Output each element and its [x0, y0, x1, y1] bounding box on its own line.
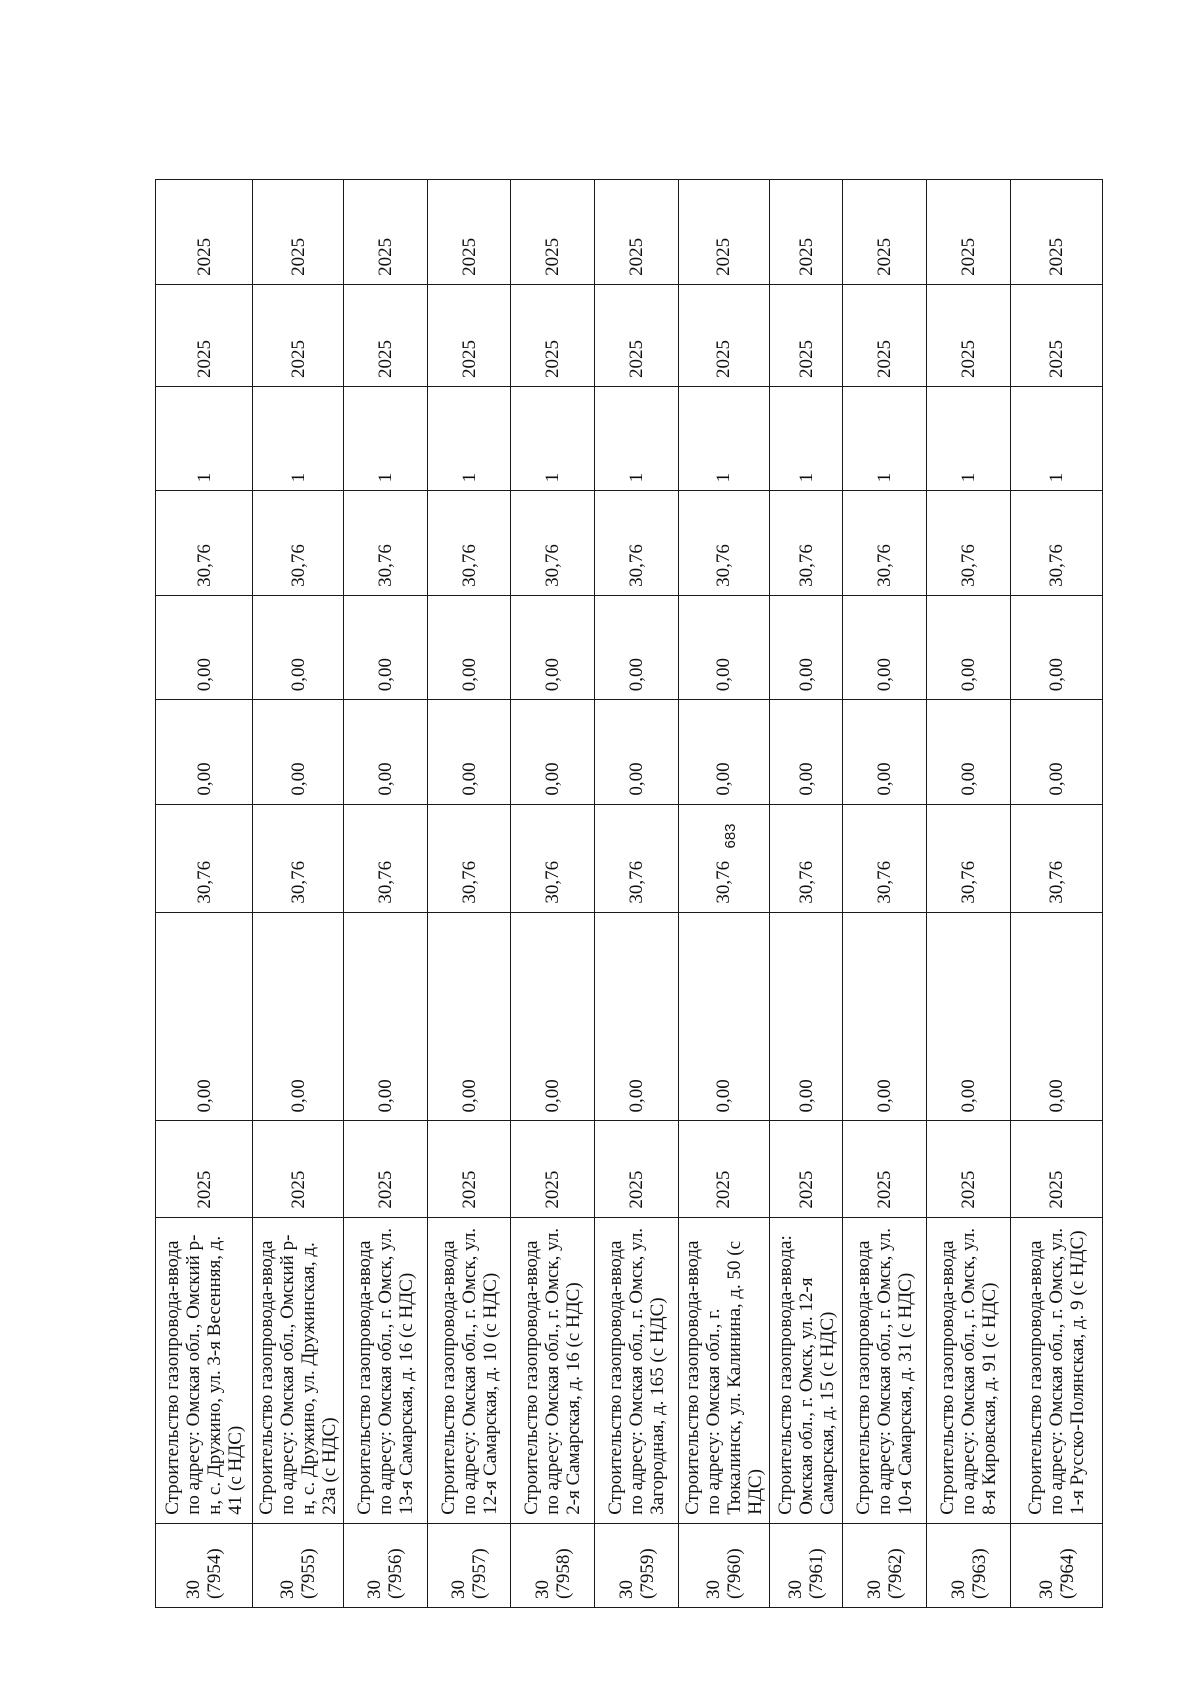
row-id-cell: [769, 1523, 843, 1607]
start-year-cell: 2025: [843, 1121, 927, 1217]
value-cell-2: 30,76: [1011, 804, 1103, 912]
value-cell-4: 0,00: [679, 595, 770, 699]
year-cell-b: 2025: [427, 180, 511, 284]
value-cell-3: 0,00: [1011, 700, 1103, 804]
value-cell-2: 30,76: [927, 804, 1011, 912]
row-code: (7957): [469, 1548, 491, 1599]
value-cell-3: 0,00: [253, 700, 344, 804]
row-number: 30: [364, 1580, 386, 1599]
row-id-cell: [511, 1523, 595, 1607]
quantity-cell: 1: [927, 386, 1011, 490]
year-cell-b: 2025: [769, 180, 843, 284]
value-cell-4: 0,00: [1011, 595, 1103, 699]
quantity-cell: 1: [769, 386, 843, 490]
year-cell-a: 2025: [427, 284, 511, 386]
project-name-cell: Строительство газопровода-ввода по адресу: Омская обл., г. Омск, ул. 8-я Кировская, д. 91 (с НДС): [927, 1217, 1011, 1523]
row-code: (7958): [552, 1548, 574, 1599]
year-cell-a: 2025: [769, 284, 843, 386]
quantity-cell: 1: [1011, 386, 1103, 490]
table-row: [1011, 76, 1103, 1608]
row-id-cell: [253, 1523, 344, 1607]
value-cell-4: 0,00: [927, 595, 1011, 699]
value-cell-5: 30,76: [927, 491, 1011, 595]
value-cell-3: 0,00: [427, 700, 511, 804]
value-cell-5: 30,76: [343, 491, 427, 595]
start-year-cell: 2025: [511, 1121, 595, 1217]
year-cell-b: 2025: [595, 180, 679, 284]
quantity-cell: 1: [343, 386, 427, 490]
project-name-cell: Строительство газопровода-ввода по адресу: Омская обл., г. Омск, ул. 13-я Самарская, д. 16 (с НДС): [343, 1217, 427, 1523]
start-year-cell: 2025: [927, 1121, 1011, 1217]
row-id-cell: [595, 1523, 679, 1607]
value-cell-1: 0,00: [595, 912, 679, 1121]
table-row: [769, 76, 843, 1608]
table-row: [843, 76, 927, 1608]
row-number: 30: [615, 1580, 637, 1599]
table-row: [427, 76, 511, 1608]
value-cell-2: 30,76: [843, 804, 927, 912]
year-cell-a: 2025: [927, 284, 1011, 386]
year-cell-a: 2025: [253, 284, 344, 386]
project-name-cell: Строительство газопровода-ввода по адресу: Омская обл., г. Омск, ул. 2-я Самарская, д. 16 (с НДС): [511, 1217, 595, 1523]
value-cell-1: 0,00: [253, 912, 344, 1121]
table-row: [595, 76, 679, 1608]
year-cell-a: 2025: [595, 284, 679, 386]
table-row: [156, 76, 253, 1608]
value-cell-5: 30,76: [1011, 491, 1103, 595]
year-cell-a: 2025: [343, 284, 427, 386]
row-code: (7963): [968, 1548, 990, 1599]
project-name-cell: Строительство газопровода-ввода по адресу: Омская обл., г. Омск, ул. 1-я Русско-Полянская, д. 9 (с НДС): [1011, 1217, 1103, 1523]
value-cell-1: 0,00: [343, 912, 427, 1121]
value-cell-5: 30,76: [156, 491, 253, 595]
table-row: [511, 76, 595, 1608]
year-cell-a: 2025: [843, 284, 927, 386]
value-cell-3: 0,00: [343, 700, 427, 804]
project-name-cell: Строительство газопровода-ввода по адресу: Омская обл., г. Омск, ул. Загородная, д. 165 (с НДС): [595, 1217, 679, 1523]
row-id-cell: [427, 1523, 511, 1607]
project-name-cell: Строительство газопровода-ввода по адресу: Омская обл., Омский р-н, с. Дружино, ул. Дружинская, д. 23а (с НДС): [253, 1217, 344, 1523]
year-cell-b: 2025: [679, 180, 770, 284]
project-name-cell: Строительство газопровода-ввода по адресу: Омская обл., г. Омск, ул. 12-я Самарская, д. 10 (с НДС): [427, 1217, 511, 1523]
year-cell-b: 2025: [156, 180, 253, 284]
start-year-cell: 2025: [156, 1121, 253, 1217]
row-number: 30: [183, 1580, 205, 1599]
value-cell-4: 0,00: [253, 595, 344, 699]
value-cell-5: 30,76: [511, 491, 595, 595]
row-number: 30: [785, 1580, 807, 1599]
value-cell-4: 0,00: [427, 595, 511, 699]
value-cell-4: 0,00: [843, 595, 927, 699]
value-cell-3: 0,00: [595, 700, 679, 804]
quantity-cell: 1: [843, 386, 927, 490]
row-code: (7956): [385, 1548, 407, 1599]
quantity-cell: 1: [156, 386, 253, 490]
value-cell-2: 30,76: [343, 804, 427, 912]
table-rotation-frame: [155, 75, 1103, 1608]
row-code: (7954): [204, 1548, 226, 1599]
row-code: (7955): [298, 1548, 319, 1599]
table-row: [679, 76, 770, 1608]
table-row: [343, 76, 427, 1608]
value-cell-4: 0,00: [343, 595, 427, 699]
year-cell-b: 2025: [927, 180, 1011, 284]
row-number: 30: [531, 1580, 553, 1599]
year-cell-a: 2025: [679, 284, 770, 386]
row-number: 30: [1035, 1580, 1057, 1599]
row-number: 30: [277, 1580, 298, 1599]
row-code: (7964): [1056, 1548, 1078, 1599]
start-year-cell: 2025: [769, 1121, 843, 1217]
value-cell-3: 0,00: [511, 700, 595, 804]
table-row: [927, 76, 1011, 1608]
value-cell-3: 0,00: [927, 700, 1011, 804]
value-cell-4: 0,00: [595, 595, 679, 699]
value-cell-3: 0,00: [679, 700, 770, 804]
value-cell-1: 0,00: [927, 912, 1011, 1121]
value-cell-2: 30,76: [427, 804, 511, 912]
row-id-cell: [343, 1523, 427, 1607]
row-code: (7959): [636, 1548, 658, 1599]
value-cell-2: 30,76: [679, 804, 770, 912]
quantity-cell: 1: [427, 386, 511, 490]
row-number: 30: [863, 1580, 885, 1599]
start-year-cell: 2025: [343, 1121, 427, 1217]
row-number: 30: [947, 1580, 969, 1599]
year-cell-a: 2025: [511, 284, 595, 386]
row-code: (7961): [806, 1548, 828, 1599]
table-body: [156, 76, 1103, 1608]
value-cell-5: 30,76: [595, 491, 679, 595]
year-cell-b: 2025: [253, 180, 344, 284]
row-id-cell: [156, 1523, 253, 1607]
investment-table: [155, 75, 1103, 1608]
value-cell-4: 0,00: [769, 595, 843, 699]
row-id-cell: [1011, 1523, 1103, 1607]
value-cell-5: 30,76: [253, 491, 344, 595]
start-year-cell: 2025: [679, 1121, 770, 1217]
row-code: (7962): [884, 1548, 906, 1599]
value-cell-2: 30,76: [253, 804, 344, 912]
value-cell-1: 0,00: [1011, 912, 1103, 1121]
value-cell-2: 30,76: [595, 804, 679, 912]
value-cell-4: 0,00: [156, 595, 253, 699]
value-cell-2: 30,76: [156, 804, 253, 912]
project-name-cell: Строительство газопровода-ввода по адресу: Омская обл., г. Тюкалинск, ул. Калинина, д. 50 (с НДС): [679, 1217, 770, 1523]
year-cell-b: 2025: [511, 180, 595, 284]
row-code: (7960): [723, 1548, 745, 1599]
row-id-cell: [843, 1523, 927, 1607]
value-cell-1: 0,00: [769, 912, 843, 1121]
value-cell-1: 0,00: [511, 912, 595, 1121]
row-id-cell: [927, 1523, 1011, 1607]
row-number: 30: [448, 1580, 470, 1599]
page-number: 683: [722, 823, 739, 849]
start-year-cell: 2025: [427, 1121, 511, 1217]
quantity-cell: 1: [511, 386, 595, 490]
quantity-cell: 1: [595, 386, 679, 490]
value-cell-1: 0,00: [679, 912, 770, 1121]
start-year-cell: 2025: [595, 1121, 679, 1217]
value-cell-5: 30,76: [427, 491, 511, 595]
value-cell-5: 30,76: [679, 491, 770, 595]
year-cell-b: 2025: [343, 180, 427, 284]
year-cell-b: 2025: [1011, 180, 1103, 284]
quantity-cell: 1: [679, 386, 770, 490]
value-cell-4: 0,00: [511, 595, 595, 699]
value-cell-3: 0,00: [156, 700, 253, 804]
year-cell-a: 2025: [156, 284, 253, 386]
value-cell-3: 0,00: [769, 700, 843, 804]
year-cell-b: 2025: [843, 180, 927, 284]
value-cell-5: 30,76: [843, 491, 927, 595]
value-cell-5: 30,76: [769, 491, 843, 595]
value-cell-2: 30,76: [511, 804, 595, 912]
year-cell-a: 2025: [1011, 284, 1103, 386]
quantity-cell: 1: [253, 386, 344, 490]
start-year-cell: 2025: [1011, 1121, 1103, 1217]
value-cell-3: 0,00: [843, 700, 927, 804]
row-number: 30: [702, 1580, 724, 1599]
row-id-cell: [679, 1523, 770, 1607]
project-name-cell: Строительство газопровода-ввода по адресу: Омская обл., г. Омск, ул. 10-я Самарская, д. 31 (с НДС): [843, 1217, 927, 1523]
value-cell-1: 0,00: [156, 912, 253, 1121]
start-year-cell: 2025: [253, 1121, 344, 1217]
value-cell-1: 0,00: [843, 912, 927, 1121]
project-name-cell: Строительство газопровода-ввода: Омская обл., г. Омск, ул. 12-я Самарская, д. 15 (с НДС): [769, 1217, 843, 1523]
rotated-table-area: [155, 75, 1103, 1608]
value-cell-2: 30,76: [769, 804, 843, 912]
project-name-cell: Строительство газопровода-ввода по адресу: Омская обл., Омский р-н, с. Дружино, ул. 3-я Весенняя, д. 41 (с НДС): [156, 1217, 253, 1523]
value-cell-1: 0,00: [427, 912, 511, 1121]
table-row: [253, 76, 344, 1608]
